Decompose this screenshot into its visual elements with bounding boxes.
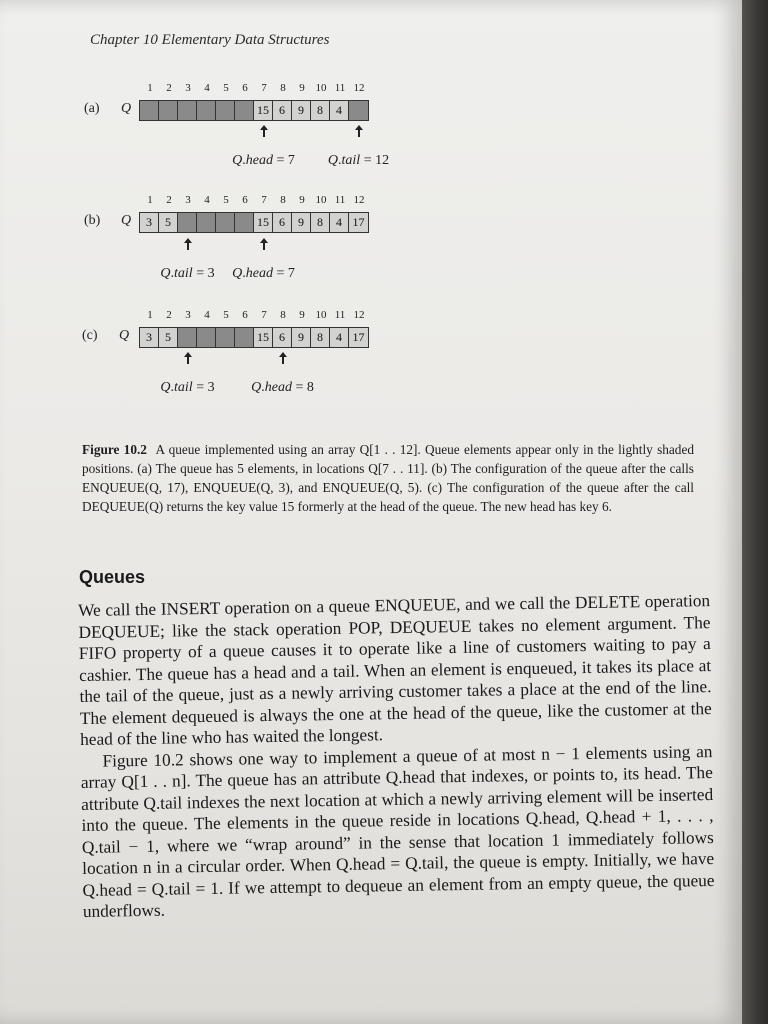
queue-cell (235, 213, 254, 232)
queue-cell: 3 (140, 213, 159, 232)
array-index: 10 (315, 82, 327, 94)
paragraph-1: We call the INSERT operation on a queue ENQUEUE, and we call the DELETE operation DEQUEUE; like the stack operation POP, DEQUEUE takes no element argument. The FIFO property of a queue causes it to operate like a line of customers waiting to pay a cashier. The queue has a head and a tail. When an element is enqueued, it takes its place at the tail of the queue, just as a newly arriving customer takes a place at the end of the line. The element dequeued is always the one at the head of the queue, like the customer at the head of the line who has waited the longest. (78, 591, 712, 749)
array-index: 2 (166, 82, 172, 94)
array-index: 1 (147, 194, 153, 206)
array-index: 9 (299, 194, 305, 206)
array-index: 8 (280, 309, 286, 321)
queue-cell: 5 (159, 328, 178, 347)
queue-cell (197, 101, 216, 120)
array-index: 7 (261, 82, 267, 94)
head-arrow-icon (278, 351, 288, 365)
tail-pointer-label: Q.tail = 3 (160, 380, 215, 395)
queue-cell: 4 (330, 101, 349, 120)
queue-cell (140, 101, 159, 120)
queue-cell: 15 (254, 328, 273, 347)
array-index: 4 (204, 194, 210, 206)
array-index: 7 (261, 194, 267, 206)
array-index: 7 (261, 309, 267, 321)
tail-arrow-icon (183, 351, 193, 365)
queue-cell (178, 213, 197, 232)
queue-cell (216, 328, 235, 347)
array-index: 10 (315, 194, 327, 206)
queue-cell (349, 101, 368, 120)
array-index: 5 (223, 309, 229, 321)
array-index: 4 (204, 82, 210, 94)
queue-cell: 9 (292, 328, 311, 347)
head-pointer-label: Q.head = 7 (232, 153, 295, 168)
array-index: 5 (223, 194, 229, 206)
array-index: 3 (185, 194, 191, 206)
queue-array (139, 212, 369, 233)
array-index: 6 (242, 309, 248, 321)
array-index: 8 (280, 194, 286, 206)
head-arrow-icon (259, 124, 269, 138)
queue-cell: 6 (273, 101, 292, 120)
queue-cell: 8 (311, 328, 330, 347)
array-index: 9 (299, 309, 305, 321)
queue-cell: 17 (349, 213, 368, 232)
queue-cell: 3 (140, 328, 159, 347)
array-index: 8 (280, 82, 286, 94)
queue-array (139, 327, 369, 348)
queue-cell (178, 328, 197, 347)
figure-caption (82, 440, 694, 516)
array-index: 10 (315, 309, 327, 321)
head-pointer-label: Q.head = 7 (232, 266, 295, 281)
array-name: Q (119, 328, 130, 343)
array-index: 9 (299, 82, 305, 94)
queue-cell (197, 328, 216, 347)
head-arrow-icon (259, 237, 269, 251)
array-index: 12 (353, 194, 365, 206)
array-index: 3 (185, 82, 191, 94)
queue-cell: 5 (159, 213, 178, 232)
queue-cell (159, 101, 178, 120)
array-index: 1 (147, 309, 153, 321)
panel-label: (b) (84, 213, 101, 228)
array-name: Q (121, 213, 132, 228)
queue-cell (235, 101, 254, 120)
array-index: 2 (166, 309, 172, 321)
caption-text: A queue implemented using an array Q[1 . . 12]. Queue elements appear only in the lightly shaded positions. (a) The queue has 5 elements, in locations Q[7 . . 11]. (b) The configuration of the queue after the calls ENQUEUE(Q, 17), ENQUEUE(Q, 3), and ENQUEUE(Q, 5). (c) The configuration of the queue after the call DEQUEUE(Q) returns the key value 15 formerly at the head of the queue. The new head has key 6. (82, 442, 694, 514)
tail-pointer-label: Q.tail = 12 (327, 153, 390, 168)
queue-cell: 17 (349, 328, 368, 347)
array-index: 1 (147, 82, 153, 94)
book-edge (738, 0, 768, 1024)
queue-cell: 4 (330, 213, 349, 232)
array-index: 11 (334, 194, 346, 206)
array-index: 11 (334, 309, 346, 321)
queue-cell: 9 (292, 101, 311, 120)
tail-arrow-icon (354, 124, 364, 138)
panel-label: (a) (84, 101, 100, 116)
queue-cell: 4 (330, 328, 349, 347)
tail-arrow-icon (183, 237, 193, 251)
panel-label: (c) (82, 328, 98, 343)
queue-cell (178, 101, 197, 120)
queue-cell: 15 (254, 213, 273, 232)
array-index: 3 (185, 309, 191, 321)
array-index: 2 (166, 194, 172, 206)
queue-cell (235, 328, 254, 347)
caption-figure-label: Figure 10.2 (82, 442, 147, 457)
array-index: 5 (223, 82, 229, 94)
queue-cell (197, 213, 216, 232)
queue-cell: 8 (311, 101, 330, 120)
queue-cell: 6 (273, 213, 292, 232)
queue-cell: 15 (254, 101, 273, 120)
array-name: Q (121, 101, 132, 116)
array-index: 12 (353, 82, 365, 94)
running-head: Chapter 10 Elementary Data Structures (90, 32, 330, 48)
queue-cell (216, 101, 235, 120)
paragraph-2: Figure 10.2 shows one way to implement a queue of at most n − 1 elements using an array Q[1 . . n]. The queue has an attribute Q.head that indexes, or points to, its head. The attribute Q.tail indexes the next location at which a newly arriving element will be inserted into the queue. The elements in the queue reside in locations Q.head, Q.head + 1, . . . , Q.tail − 1, where we “wrap around” in the sense that location 1 immediately follows location n in a circular order. When Q.head = Q.tail, the queue is empty. Initially, we have Q.head = Q.tail = 1. If we attempt to dequeue an element from an empty queue, the queue underflows. (80, 741, 715, 921)
queue-cell: 6 (273, 328, 292, 347)
array-index: 6 (242, 82, 248, 94)
body-text (78, 590, 715, 922)
queue-cell (216, 213, 235, 232)
head-pointer-label: Q.head = 8 (251, 380, 314, 395)
array-index: 12 (353, 309, 365, 321)
array-index: 4 (204, 309, 210, 321)
queue-array (139, 100, 369, 121)
queue-cell: 9 (292, 213, 311, 232)
array-index: 6 (242, 194, 248, 206)
queue-cell: 8 (311, 213, 330, 232)
array-index: 11 (334, 82, 346, 94)
section-heading: Queues (79, 567, 146, 587)
tail-pointer-label: Q.tail = 3 (160, 266, 215, 281)
